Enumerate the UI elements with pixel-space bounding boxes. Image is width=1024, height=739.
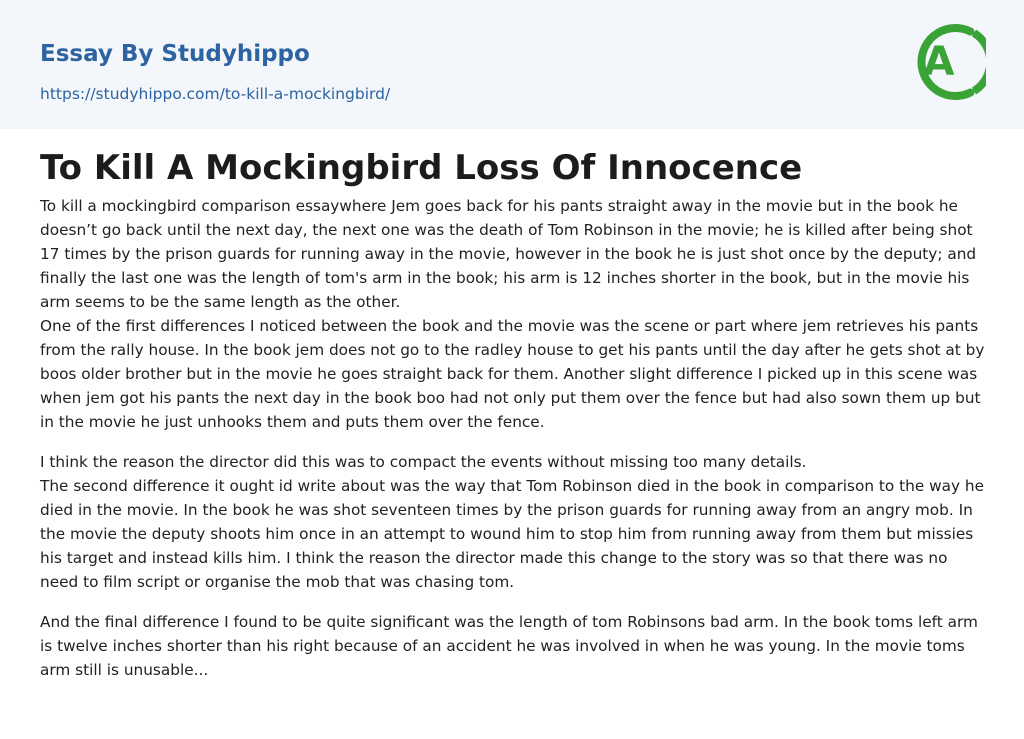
essay-paragraph: I think the reason the director did this was to compact the events without missing too many details. bbox=[40, 453, 807, 471]
logo-letter: A bbox=[923, 39, 955, 85]
essay-body bbox=[40, 194, 988, 698]
essay-paragraph: One of the first differences I noticed between the book and the movie was the scene or part where jem retrieves his pants from the rally house. In the book jem does not go to the radley house to get his pants until the day after he gets shot at by boos older brother but in the movie he goes straight back for them. Another slight difference I picked up in this scene was when jem got his pants the next day in the book boo had not only put them over the fence but had also sown them up but in the movie he just unhooks them and puts them over the fence. bbox=[40, 317, 985, 431]
essay-paragraph: And the final difference I found to be quite significant was the length of tom Robinsons bad arm. In the book toms left arm is twelve inches shorter than his right because of an accident he was involved in when he was young. In the movie toms arm still is unusable... bbox=[40, 613, 978, 679]
essay-paragraph: To kill a mockingbird comparison essaywhere Jem goes back for his pants straight away in the movie but in the book he doesn’t go back until the next day, the next one was the death of Tom Robinson in the movie; he is killed after being shot 17 times by the prison guards for running away in the movie, however in the book he is just shot once by the deputy; and finally the last one was the length of tom's arm in the book; his arm is 12 inches shorter in the book, but in the movie his arm seems to be the same length as the other. bbox=[40, 197, 977, 311]
page-url-link[interactable]: https://studyhippo.com/to-kill-a-mockingbird/ bbox=[40, 85, 391, 103]
site-brand[interactable]: Essay By Studyhippo bbox=[40, 41, 310, 67]
essay-paragraph: The second difference it ought id write about was the way that Tom Robinson died in the book in comparison to the way he died in the movie. In the book he was shot seventeen times by the prison guards for running away from an angry mob. In the movie the deputy shoots him once in an attempt to wound him to stop him from running away from them but missies his target and instead kills him. I think the reason the director made this change to the story was so that there was no need to film script or organise the mob that was chasing tom. bbox=[40, 477, 985, 591]
studyhippo-logo-icon[interactable] bbox=[912, 19, 986, 105]
page-title: To Kill A Mockingbird Loss Of Innocence bbox=[40, 148, 803, 188]
